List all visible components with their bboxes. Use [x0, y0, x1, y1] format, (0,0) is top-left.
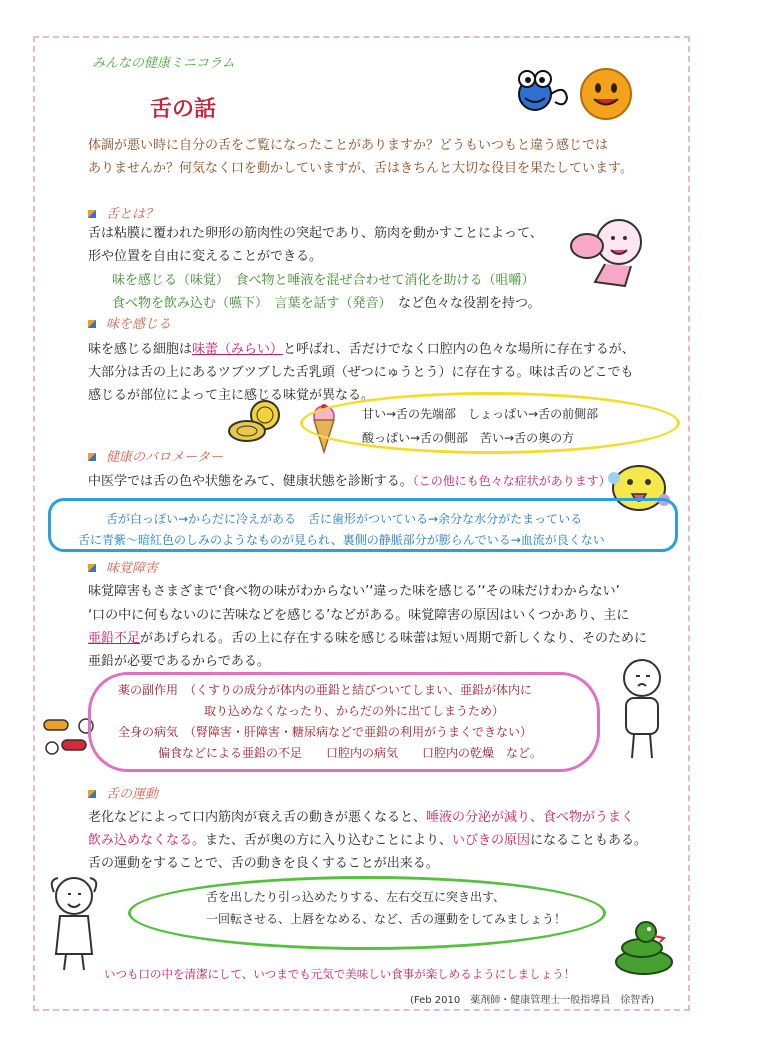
body-line: 舌は粘膜に覆われた卵形の筋肉性の突起であり、筋肉を動かすことによって、: [88, 226, 543, 241]
bubble-line: 薬の副作用 （くすりの成分が体内の亜鉛と結びついてしまい、亜鉛が体内に: [118, 683, 533, 697]
body-line: 老化などによって口内筋肉が衰え舌の動きが悪くなると、唾液の分泌が減り、食べ物がうまく: [88, 810, 635, 825]
bullet-icon: [88, 453, 96, 461]
body-line: 大部分は舌の上にあるツブツブした舌乳頭（ぜつにゅうとう）に存在する。味は舌のどこでも: [88, 365, 634, 380]
bullet-icon: [88, 564, 96, 572]
body-line: 亜鉛が必要であるからである。: [88, 654, 270, 669]
frog-icon: [505, 64, 575, 124]
body-line: ‘口の中に何もないのに苦味などを感じる’などがある。味覚障害の原因はいくつかあり、主に: [88, 608, 630, 623]
bubble-line: 酸っぱい→舌の側部 苦い→舌の奥の方: [362, 431, 575, 445]
bubble-line: 偏食などによる亜鉛の不足 口腔内の病気 口腔内の乾燥 など。: [158, 746, 543, 760]
section-heading: 舌とは？: [88, 203, 158, 222]
body-line: 中医学では舌の色や状態をみて、健康状態を診断する。（この他にも色々な症状があります）: [88, 474, 611, 489]
eating-child-icon: [565, 212, 657, 290]
granny-icon: [40, 872, 108, 972]
section-heading: 舌の運動: [88, 783, 158, 802]
bubble-line: 舌を出したり引っ込めたりする、左右交互に突き出す、: [206, 890, 506, 904]
body-line: 形や位置を自由に変えることができる。: [88, 249, 323, 264]
bubble-line: 全身の病気 （腎障害・肝障害・糖尿病などで亜鉛の利用がうまくできない）: [118, 725, 533, 739]
bubble-line: 舌が白っぽい→からだに冷えがある 舌に歯形がついている→余分な水分がたまっている: [106, 512, 583, 526]
snake-icon: [608, 918, 678, 978]
bullet-icon: [88, 320, 96, 328]
closing-message: いつも口の中を清潔にして、いつまでも元気で美味しい食事が楽しめるようにしましょう！: [104, 967, 576, 981]
author-signature: (Feb 2010 薬剤師・健康管理士一般指導員 徐智香): [410, 995, 655, 1006]
body-line: 感じるが部位によって主に感じる味覚が異なる。: [88, 388, 375, 403]
role-line: 味を感じる（味覚） 食べ物と唾液を混ぜ合わせて消化を助ける（咀嚼）: [112, 273, 535, 288]
body-line: 舌の運動をすることで、舌の動きを良くすることが出来る。: [88, 856, 439, 871]
bubble-line: 取り込めなくなったり、からだの外に出てしまうため）: [204, 704, 505, 718]
body-line: 味を感じる細胞は味蕾（みらい）と呼ばれ、舌だけでなく口腔内の色々な場所に存在するが、: [88, 342, 635, 357]
bullet-icon: [88, 790, 96, 798]
elderly-person-icon: [610, 652, 674, 762]
section-heading: 味を感じる: [88, 313, 171, 332]
intro-line: ありませんか？何気なく口を動かしていますが、舌はきちんと大切な役目を果たしています。: [88, 161, 633, 176]
bubble-line: 舌に青紫～暗紅色のしみのようなものが見られ、裏側の静脈部分が膨らんでいる→血流が良くない: [78, 533, 605, 547]
body-line: 飲み込めなくなる。また、舌が奥の方に入り込むことにより、いびきの原因になることもある。: [88, 833, 648, 848]
intro-line: 体調が悪い時に自分の舌をご覧になったことがありますか？どうもいつもと違う感じでは: [88, 138, 609, 153]
page-title: 舌の話: [150, 97, 217, 122]
section-heading: 味覚障害: [88, 557, 158, 576]
body-line: 味覚障害もさまざまで‘食べ物の味がわからない’‘違った味を感じる’‘その味だけわからない’: [88, 584, 620, 599]
bubble-line: 一回転させる、上唇をなめる、など、舌の運動をしてみましょう！: [206, 912, 567, 926]
body-line: 亜鉛不足があげられる。舌の上に存在する味を感じる味蕾は短い周期で新しくなり、そのために: [88, 631, 648, 646]
bubble-line: 甘い→舌の先端部 しょっぱい→舌の前側部: [362, 407, 599, 421]
role-line: 食べ物を飲み込む（嚥下） 言葉を話す（発音） など色々な役割を持つ。: [112, 296, 541, 311]
lemon-icon: [215, 397, 295, 447]
column-title: みんなの健康ミニコラム: [92, 56, 235, 71]
smiley-icon: [578, 66, 634, 122]
bullet-icon: [88, 210, 96, 218]
section-heading: 健康のバロメーター: [88, 446, 223, 465]
